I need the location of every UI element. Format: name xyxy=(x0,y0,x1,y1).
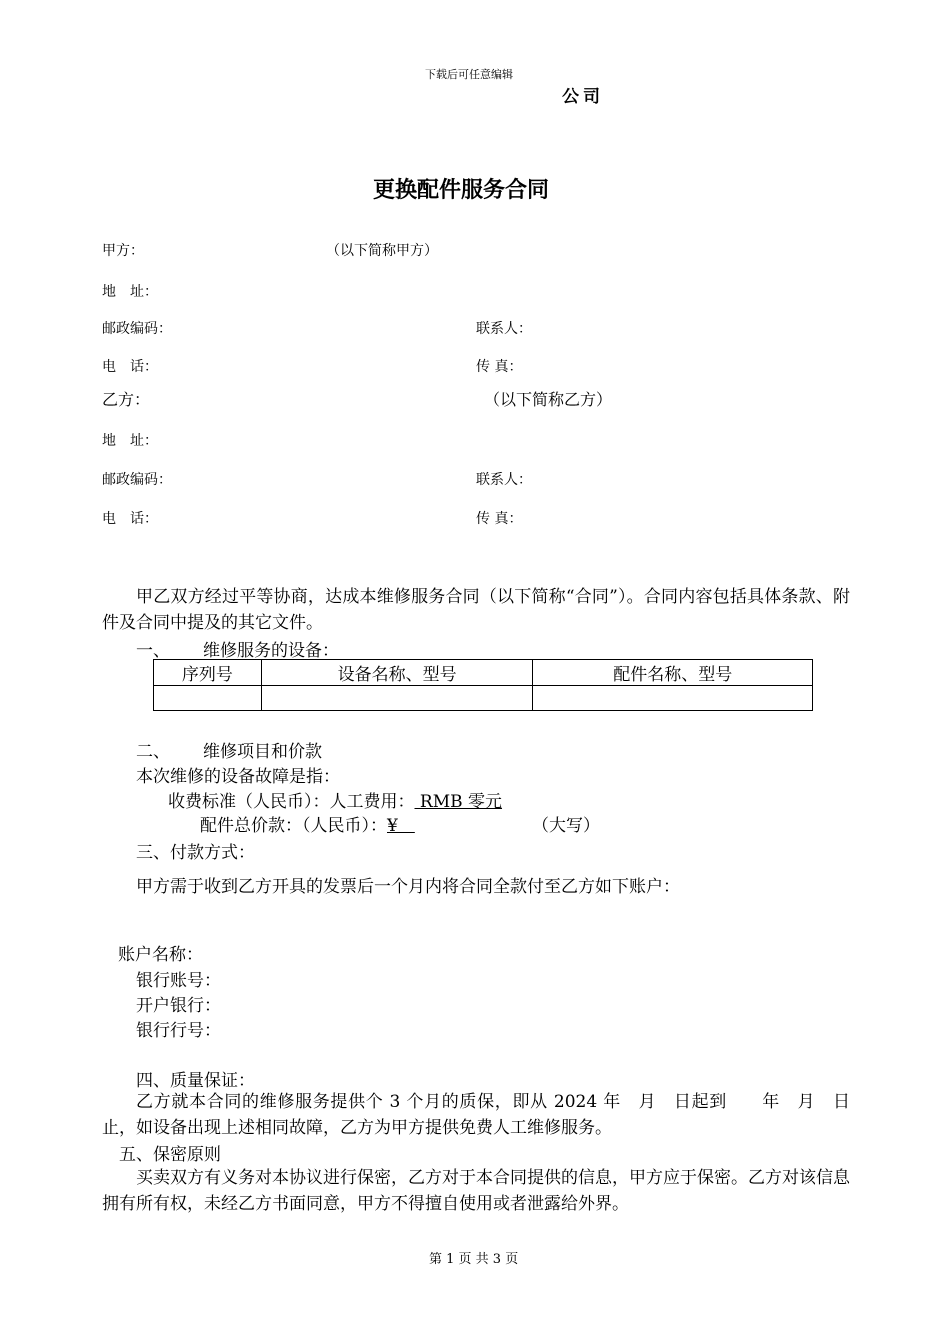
section1-title: 维修服务的设备： xyxy=(203,641,339,661)
document-title: 更换配件服务合同 xyxy=(373,178,550,203)
table-header-parts: 配件名称、型号 xyxy=(533,660,813,686)
party-b-postcode: 邮政编码： xyxy=(102,472,172,488)
section1-number: 一、 xyxy=(136,641,170,661)
party-a-address: 地 址： xyxy=(102,284,158,300)
table-cell xyxy=(154,686,262,711)
company-name: 公司 xyxy=(562,87,604,107)
fee-value: RMB 零元 xyxy=(414,792,503,812)
bank-code: 银行行号： xyxy=(136,1021,221,1041)
equipment-table xyxy=(153,659,813,711)
table-cell xyxy=(533,686,813,711)
parts-price-label: 配件总价款：（人民币）： xyxy=(200,816,387,836)
table-cell xyxy=(261,686,533,711)
section3-title: 三、付款方式： xyxy=(136,843,255,863)
parts-price-line xyxy=(200,811,415,836)
party-b-fax: 传 真： xyxy=(476,511,523,527)
party-a-postcode: 邮政编码： xyxy=(102,321,172,337)
party-b-alias: （以下简称乙方） xyxy=(484,390,613,409)
section2-number: 二、 xyxy=(136,742,170,762)
account-name: 账户名称： xyxy=(118,945,203,965)
party-b-contact: 联系人： xyxy=(476,472,532,488)
bank-name: 开户银行： xyxy=(136,996,221,1016)
section5-title: 五、保密原则 xyxy=(119,1145,221,1165)
party-a-alias: （以下简称甲方） xyxy=(326,243,438,259)
intro-paragraph: 甲乙双方经过平等协商，达成本维修服务合同（以下简称“合同”）。合同内容包括具体条款、附件及合同中提及的其它文件。 xyxy=(102,587,850,633)
party-a-contact: 联系人： xyxy=(476,321,532,337)
table-row xyxy=(154,686,813,711)
party-b-phone: 电 话： xyxy=(102,511,158,527)
warranty-paragraph: 乙方就本合同的维修服务提供个 3 个月的质保，即从 2024 年 月 日起到 年 月 日止，如设备出现上述相同故障，乙方为甲方提供免费人工维修服务。 xyxy=(102,1092,850,1138)
parts-price-caps: （大写） xyxy=(532,816,600,836)
fee-label: 收费标准（人民币）：人工费用： xyxy=(168,792,415,812)
section2-title: 维修项目和价款 xyxy=(203,742,322,762)
party-b-address: 地 址： xyxy=(102,433,158,449)
table-header-equipment: 设备名称、型号 xyxy=(261,660,533,686)
table-header-serial: 序列号 xyxy=(154,660,262,686)
section4-title: 四、质量保证： xyxy=(136,1071,255,1091)
table-header-row xyxy=(154,660,813,686)
party-a-phone: 电 话： xyxy=(102,359,158,375)
parts-price-value: ¥ xyxy=(387,816,415,836)
confidentiality-paragraph: 买卖双方有义务对本协议进行保密，乙方对于本合同提供的信息，甲方应于保密。乙方对该信息拥有所有权，未经乙方书面同意，甲方不得擅自使用或者泄露给外界。 xyxy=(102,1168,850,1214)
party-a-label: 甲方： xyxy=(102,243,144,259)
bank-account: 银行账号： xyxy=(136,971,221,991)
party-a-fax: 传 真： xyxy=(476,359,523,375)
party-b-label: 乙方： xyxy=(102,390,151,409)
header-note: 下载后可任意编辑 xyxy=(425,68,513,81)
page-number: 第 1 页 共 3 页 xyxy=(429,1252,519,1267)
payment-text: 甲方需于收到乙方开具的发票后一个月内将合同全款付至乙方如下账户： xyxy=(136,877,680,897)
fault-description: 本次维修的设备故障是指： xyxy=(136,767,340,787)
fee-line xyxy=(168,787,502,812)
